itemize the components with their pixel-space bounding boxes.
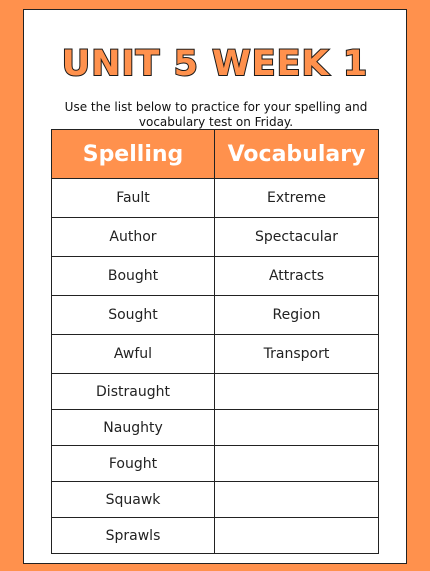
spelling-word: Fought	[52, 446, 215, 482]
vocabulary-word: Region	[215, 296, 379, 335]
spelling-word: Sought	[52, 296, 215, 335]
worksheet-page	[23, 9, 407, 564]
table-row	[52, 218, 379, 257]
vocabulary-word	[215, 410, 379, 446]
vocabulary-word: Attracts	[215, 257, 379, 296]
vocabulary-word	[215, 482, 379, 518]
table-row	[52, 374, 379, 410]
vocabulary-word: Spectacular	[215, 218, 379, 257]
vocabulary-word	[215, 446, 379, 482]
vocabulary-word	[215, 518, 379, 554]
table-header-row	[52, 130, 379, 179]
vocabulary-column-header: Vocabulary	[215, 130, 379, 179]
instructions-text	[44, 100, 388, 130]
table-row	[52, 518, 379, 554]
table-row	[52, 446, 379, 482]
vocabulary-word	[215, 374, 379, 410]
table-row	[52, 179, 379, 218]
spelling-word: Sprawls	[52, 518, 215, 554]
spelling-word: Squawk	[52, 482, 215, 518]
vocabulary-word: Transport	[215, 335, 379, 374]
spelling-word: Awful	[52, 335, 215, 374]
instructions-line-1: Use the list below to practice for your spelling and	[64, 100, 368, 114]
spelling-word: Fault	[52, 179, 215, 218]
table-row	[52, 257, 379, 296]
table-row	[52, 335, 379, 374]
vocabulary-word: Extreme	[215, 179, 379, 218]
spelling-word: Naughty	[52, 410, 215, 446]
word-list-table	[51, 129, 379, 554]
worksheet-title: UNIT 5 WEEK 1	[61, 44, 369, 84]
table-row	[52, 296, 379, 335]
spelling-word: Distraught	[52, 374, 215, 410]
spelling-word: Author	[52, 218, 215, 257]
instructions-line-2: vocabulary test on Friday.	[138, 115, 294, 129]
spelling-word: Bought	[52, 257, 215, 296]
spelling-column-header: Spelling	[52, 130, 215, 179]
table-row	[52, 482, 379, 518]
table-row	[52, 410, 379, 446]
